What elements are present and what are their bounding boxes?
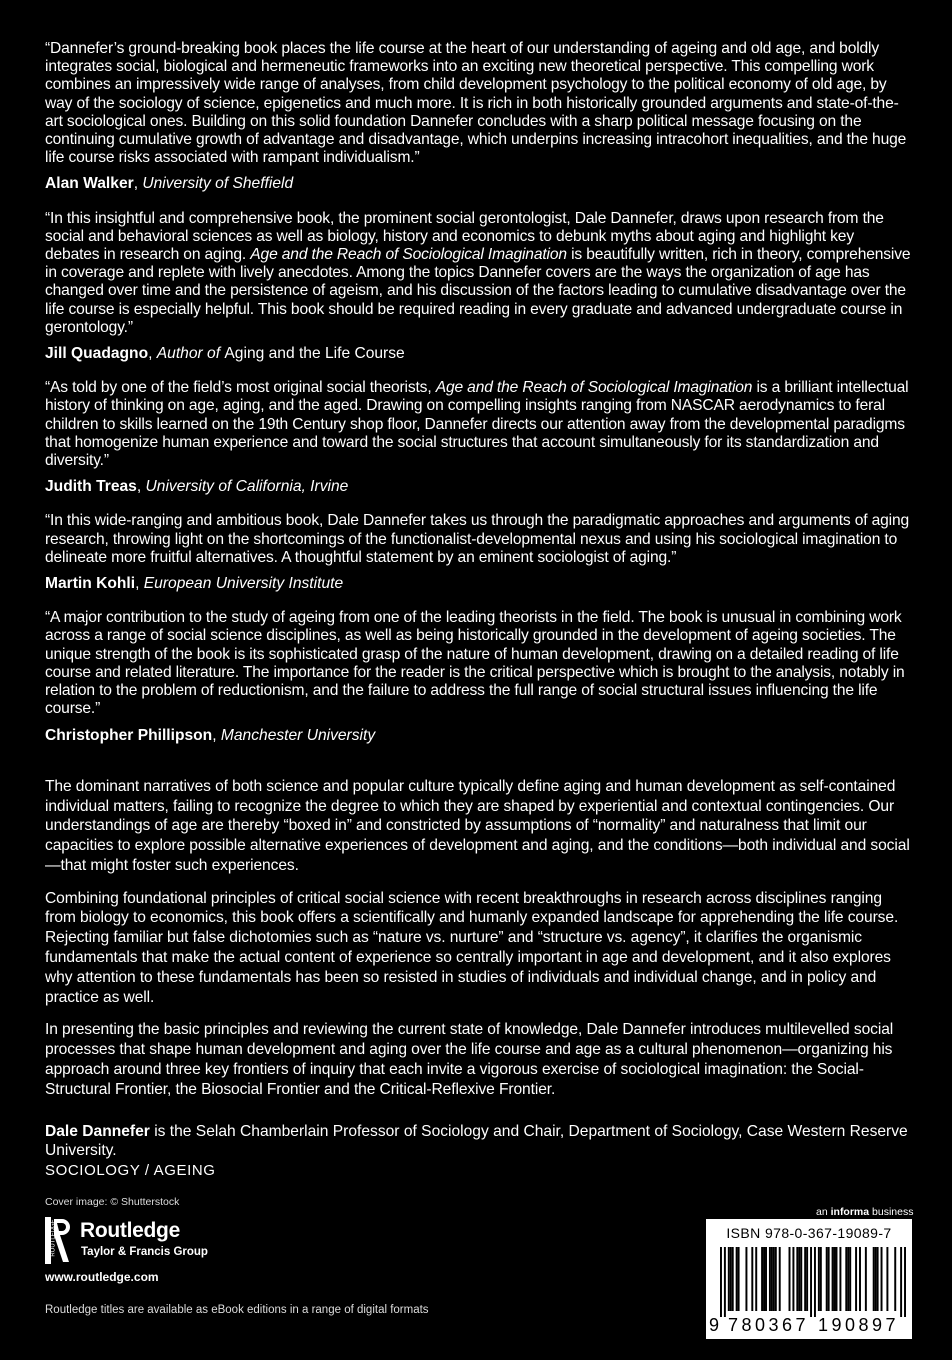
barcode-bars: [720, 1247, 906, 1317]
barcode-bar: [881, 1247, 883, 1311]
informa-business-label: [816, 1206, 913, 1218]
barcode-bar: [761, 1247, 763, 1311]
text-run: ,: [135, 575, 144, 593]
barcode-bar: [904, 1247, 906, 1317]
description-paragraph: The dominant narratives of both science and popular culture typically define aging and human development as self-contained individual matters, failing to recognize the degree to which they are shaped by experiential and contextual contingencies. Our understandings of age are thereby “boxed in” and constricted by assumptions of “normality” and naturalness that limit our capacities to explore possible alternative experiences of development and aging, and the conditions—both individual and social—that might foster such experiences.: [45, 777, 910, 874]
barcode-bar: [839, 1247, 841, 1311]
barcode-bar: [875, 1247, 877, 1311]
barcode-bar: [789, 1247, 791, 1311]
review-quote: [45, 40, 911, 167]
barcode-bar: [873, 1247, 875, 1311]
barcode-bar: [826, 1247, 828, 1311]
barcode-bar: [865, 1247, 867, 1311]
description-paragraph: Combining foundational principles of critical social science with recent breakthroughs in research across disciplines ranging from biology to economics, this book offers a scientifically and humanly expanded landscape for apprehending the life course. Rejecting familiar but false dichotomies such as “nature vs. nurture” and “structure vs. agency”, it clarifies the organismic fundamentals that make the actual content of experience so centrally important in age and development, and it also explores why attention to these fundamentals has been so resisted in studies of individuals and individual change, and in policy and practice as well.: [45, 889, 899, 1006]
barcode-bar: [728, 1247, 730, 1311]
barcode-bar: [724, 1247, 726, 1317]
barcode-bar: [828, 1247, 830, 1311]
italic-text: European University Institute: [143, 575, 344, 593]
reviewer-name: Christopher Phillipson: [45, 726, 213, 744]
barcode-bar: [836, 1247, 838, 1311]
text-run: “Dannefer’s ground-breaking book places the life course at the heart of our understanding of ageing and old age, and boldly integrates social, biological and hermeneutic frameworks into an exciting new theoretical perspective. This compelling work combines an impressively wide range of analyses, from child development psychology to the political economy of old age, by way of the sociology of science, epigenetics and much more. It is rich in both historically grounded arguments and state-of-the-art sociological ones. Building on this solid foundation Dannefer concludes with a sharp political message focusing on the continuing cumulative growth of advantage and disadvantage, which underpins increasing intracohort inequalities, and the huge life course risks associated with rampant individualism.”: [45, 40, 907, 167]
text-run: “A major contribution to the study of ageing from one of the leading theorists in the field. The book is unusual in combining work across a range of social science disciplines, as well as being historically grounded in the development of ageing societies. The unique strength of the book is its sophisticated grasp of the nature of human development, drawing on a detailed reading of life course and related literature. The importance for the reader is the critical perspective which is brought to the analysis, notably in relation to the problem of reductionism, and the failure to address the full range of social structural issues influencing the life course.”: [45, 609, 905, 718]
barcode-bar: [845, 1247, 847, 1311]
publisher-website: www.routledge.com: [45, 1270, 159, 1284]
barcode-bar: [775, 1247, 777, 1311]
ebook-note: Routledge titles are available as eBook editions in a range of digital formats: [45, 1304, 429, 1316]
barcode-bar: [745, 1247, 747, 1311]
reviewer-name: Jill Quadagno: [45, 345, 149, 363]
italic-text: University of California, Irvine: [145, 478, 349, 496]
barcode-bar: [849, 1247, 851, 1311]
barcode-bar: [755, 1247, 757, 1311]
italic-text: University of Sheffield: [142, 175, 294, 193]
cover-credit: Cover image: © Shutterstock: [45, 1196, 180, 1208]
reviewer-name: Alan Walker: [45, 175, 134, 193]
review-quote: [45, 379, 911, 470]
text-run: “In this insightful and comprehensive book, the prominent social gerontologist, Dale Dannefer, draws upon research from the social and behavioral sciences as well as biology, history and economics to debunk myths about aging and highlight key debates in research on aging.: [45, 209, 884, 264]
barcode-bar: [730, 1247, 732, 1311]
italic-text: Age and the Reach of Sociological Imagination: [435, 379, 753, 397]
isbn-label: ISBN 978-0-367-19089-7: [726, 1225, 892, 1241]
barcode-bar: [796, 1247, 798, 1311]
reviewer-name: Martin Kohli: [45, 575, 136, 593]
barcode-bar: [814, 1247, 816, 1317]
author-bio: [45, 1122, 911, 1162]
review-quote: [45, 609, 911, 718]
informa-brand: informa: [830, 1206, 870, 1218]
barcode-bar: [877, 1247, 879, 1311]
barcode-bar: [773, 1247, 775, 1311]
text-run: ,: [133, 175, 143, 193]
review-attribution: [45, 575, 911, 593]
review-attribution: [45, 478, 911, 496]
text-run: Aging and the Life Course: [224, 345, 405, 363]
barcode-bar: [847, 1247, 849, 1311]
barcode-bar: [779, 1247, 781, 1311]
informa-prefix: an: [816, 1206, 831, 1218]
routledge-logo: [45, 1217, 265, 1265]
barcode-bar: [886, 1247, 888, 1311]
text-run: “As told by one of the field’s most original social theorists,: [45, 379, 436, 397]
back-cover-text: [45, 40, 911, 1161]
barcode-bar: [769, 1247, 771, 1311]
barcode-digits: [706, 1315, 912, 1337]
barcode-bar: [859, 1247, 861, 1311]
barcode-bar: [792, 1247, 794, 1311]
barcode-bar: [800, 1247, 802, 1311]
barcode-bar: [894, 1247, 896, 1311]
barcode-bar: [763, 1247, 765, 1311]
routledge-r-icon: [45, 1217, 72, 1264]
barcode-bar: [736, 1247, 738, 1311]
text-run: is a brilliant intellectual history of thinking on age, aging, and the aged. Drawing on compelling insights ranging from NASCAR aerodynamics to feral children to skills learned on the 19th Century shop floor, Dannefer directs our attention away from the developmental paradigms that homogenize human experience and toward the social structures that account simultaneously for its standardization and diversity.”: [45, 379, 909, 470]
barcode-bar: [810, 1247, 812, 1317]
barcode-bar: [732, 1247, 734, 1311]
author-name: Dale Dannefer: [45, 1122, 150, 1140]
informa-suffix: business: [869, 1206, 914, 1218]
barcode-bar: [806, 1247, 808, 1311]
review-attribution: [45, 727, 911, 745]
reviewer-name: Judith Treas: [45, 478, 137, 496]
barcode-bar: [900, 1247, 902, 1317]
barcode-bar: [771, 1247, 773, 1311]
review-quote: [45, 210, 911, 337]
description-paragraph: In presenting the basic principles and reviewing the current state of knowledge, Dale Dannefer introduces multilevelled social processes that shape human development and aging over the life course and age as a cultural phenomenon—organizing his approach around three key frontiers of inquiry that each invite a vigorous exercise of sociological imagination: the Social-Structural Frontier, the Biosocial Frontier and the Critical-Reflexive Frontier.: [45, 1021, 894, 1098]
text-run: ,: [148, 345, 157, 363]
barcode-bar: [818, 1247, 820, 1311]
text-run: ,: [212, 726, 221, 744]
review-attribution: [45, 345, 911, 363]
barcode-bar: [820, 1247, 822, 1311]
barcode-bar: [765, 1247, 767, 1311]
text-run: is beautifully written, rich in theory, comprehensive in coverage and replete with lively anecdotes. Among the topics Dannefer covers are the ways the organization of age has changed over time and the persistence of ageism, and his discussion of the factors leading to cumulative disadvantage over the life course is especially helpful. This book should be required reading in every graduate and advanced undergraduate course in gerontology.”: [45, 246, 911, 336]
barcode-left-digits: 780367: [728, 1315, 810, 1335]
logo-vertical-label: ROUTLEDGE: [50, 1219, 57, 1257]
italic-text: Manchester University: [220, 726, 376, 744]
description-section: [45, 777, 911, 1100]
publisher-name: Routledge: [80, 1219, 180, 1242]
reviews-section: [45, 40, 911, 745]
barcode-first-digit: 9: [709, 1315, 720, 1335]
barcode-bar: [738, 1247, 740, 1311]
barcode-bar: [855, 1247, 857, 1311]
publisher-group: Taylor & Francis Group: [81, 1246, 208, 1258]
review-quote: [45, 512, 911, 567]
barcode-bar: [720, 1247, 722, 1317]
review-attribution: [45, 175, 911, 193]
barcode-bar: [751, 1247, 753, 1311]
text-run: “In this wide-ranging and ambitious book, Dale Dannefer takes us through the paradigmatic approaches and arguments of aging research, throwing light on the shortcomings of the functionalist-developmental nexus and using his sociological imagination to delineate more fruitful alternatives. A thoughtful statement by an eminent sociologist of aging.”: [45, 512, 909, 566]
text-run: ,: [136, 478, 146, 496]
barcode-bar: [804, 1247, 806, 1311]
isbn-barcode: [706, 1219, 912, 1339]
author-bio-text: is the Selah Chamberlain Professor of Sociology and Chair, Department of Sociology, Case Western Reserve University.: [45, 1122, 908, 1160]
italic-text: Age and the Reach of Sociological Imagination: [250, 246, 567, 264]
barcode-bar: [834, 1247, 836, 1311]
barcode-bar: [832, 1247, 834, 1311]
subject-category: SOCIOLOGY / AGEING: [45, 1162, 216, 1179]
italic-text: Author of: [156, 345, 225, 363]
barcode-bar: [798, 1247, 800, 1311]
barcode-right-digits: 190897: [818, 1315, 900, 1335]
